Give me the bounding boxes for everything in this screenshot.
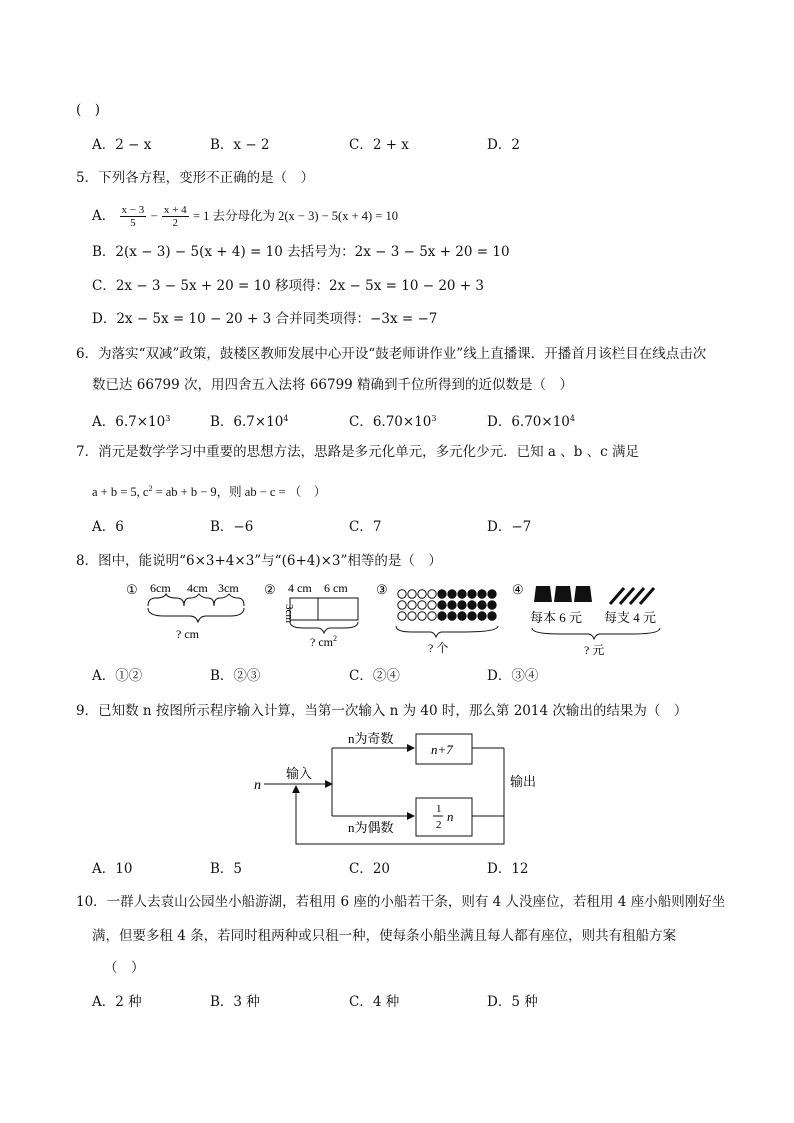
fig1-brace-2 [184,594,214,606]
hollow-dot [408,612,416,620]
q9-option-a[interactable]: A．10 [92,861,133,877]
q8-figure-4 [512,582,660,657]
flow-box-even-den: 2 [436,819,442,831]
filled-dot [458,590,466,598]
book-icon [554,586,572,602]
hollow-dot [398,590,406,598]
flow-box-even-var: n [447,809,454,824]
hollow-dot [398,612,406,620]
fig1-label-6cm: 6cm [150,581,171,595]
q5-option-b[interactable]: B．2(x − 3) − 5(x + 4) = 10 去括号为：2x − 3 − 5x + 20 = 10 [92,244,510,260]
q10-option-d[interactable]: D．5 种 [487,994,538,1010]
filled-dot [458,612,466,620]
fig1-mark: ① [126,582,138,597]
filled-dot [478,612,486,620]
fig4-label-book: 每本 6 元 [530,610,583,625]
q6-b-text: B．6.7×10 [210,414,284,430]
filled-dot [468,612,476,620]
filled-dot [488,590,496,598]
filled-dot [468,590,476,598]
filled-dot [448,590,456,598]
filled-dot [478,590,486,598]
q5-option-a[interactable] [92,201,398,231]
q10-stem-line2: 满，但要多租 4 条，若同时租两种或只租一种，使每条小船坐满且每人都有座位，则共有租船方案 [92,928,677,944]
q5-a-f1-num: x − 3 [121,204,145,216]
fig1-label-4cm: 4cm [187,581,208,595]
q6-a-text: A．6.7×10 [92,414,166,430]
q8-option-a[interactable]: A．①② [92,668,143,684]
fig2-side-label: 3cm [283,604,295,623]
q5-stem: 5．下列各方程，变形不正确的是（ ） [76,170,315,186]
hollow-dot [418,590,426,598]
fig1-bottom-label: ? cm [176,627,199,641]
flow-box-even [416,798,472,836]
q6-a-exp: 3 [165,414,171,423]
fig1-brace-bottom [148,608,244,622]
filled-dot [438,601,446,609]
q7-eq-exp: 2 [148,484,153,493]
filled-dot [488,612,496,620]
hollow-dot [418,601,426,609]
fig4-brace-bottom [532,628,660,639]
book-icon [534,586,552,602]
fig2-brace-bottom [290,622,358,633]
fig2-rect [290,598,358,620]
hollow-dot [398,601,406,609]
q7-stem-line2 [92,480,326,501]
fig1-brace-3 [214,594,244,606]
q5-a-f1-den: 5 [130,217,136,229]
q6-d-exp: 4 [569,414,575,423]
q7-option-b[interactable]: B．−6 [210,519,254,535]
q5-a-rest: = 1 去分母化为 2(x − 3) − 5(x + 4) = 10 [192,209,398,223]
q9-option-c[interactable]: C．20 [349,861,391,877]
fig2-bottom-text: ? cm [310,635,333,649]
flow-box-even-num: 1 [436,803,442,815]
q5-a-fraction-2 [162,204,189,229]
flow-input-label: 输入 [286,766,313,781]
fig1-label-3cm: 3cm [218,581,239,595]
book-icon [574,586,592,602]
filled-dot [448,601,456,609]
flow-even-label: n为偶数 [348,820,394,835]
q6-stem-line1: 6．为落实“双减”政策，鼓楼区教师发展中心开设“鼓老师讲作业”线上直播课．开播首月该栏目在线点击次 [76,346,707,362]
hollow-dot [428,590,436,598]
q6-option-d[interactable] [487,410,575,431]
q8-figure-1 [126,581,244,641]
flow-box-odd-text: n+7 [431,742,453,757]
hollow-dot [428,612,436,620]
q6-option-c[interactable] [349,410,436,431]
q10-option-b[interactable]: B．3 种 [210,994,260,1010]
q10-stem-line3: （ ） [104,960,145,976]
fig2-label-4cm: 4 cm [288,581,312,595]
q5-a-minus: − [150,209,158,223]
flow-output-label: 输出 [510,774,537,789]
fig4-label-pen: 每支 4 元 [604,610,657,625]
q6-b-exp: 4 [283,414,289,423]
q8-option-d[interactable]: D．③④ [487,668,539,684]
q5-a-f2-num: x + 4 [163,204,187,216]
fig3-mark: ③ [376,582,388,597]
q6-c-exp: 3 [431,414,437,423]
q6-c-text: C．6.70×10 [349,414,432,430]
filled-dot [478,601,486,609]
flow-loop-arrow [296,786,504,844]
q4-option-c[interactable]: C．2 + x [349,137,409,153]
filled-dot [438,590,446,598]
q7-option-a[interactable]: A．6 [92,519,124,535]
fig4-mark: ④ [512,582,524,597]
q10-option-a[interactable]: A．2 种 [92,994,142,1010]
fig2-bottom-label [310,634,337,649]
hollow-dot [408,601,416,609]
filled-dot [438,612,446,620]
q9-flowchart [250,728,550,850]
hollow-dot [428,601,436,609]
q9-option-d[interactable]: D．12 [487,861,529,877]
q6-option-a[interactable] [92,410,170,431]
q7-eq-pre: a + b = 5, c [92,485,149,499]
q7-option-c[interactable]: C．7 [349,519,382,535]
fig2-bottom-exp: 2 [333,634,337,643]
fig2-label-6cm: 6 cm [324,581,348,595]
fig3-bottom-label: ? 个 [428,641,449,655]
q5-a-f2-den: 2 [172,217,179,229]
q8-figure-3 [376,582,498,655]
q8-option-b[interactable]: B．②③ [210,668,261,684]
filled-dot [448,612,456,620]
q9-stem: 9．已知数 n 按图所示程序输入计算，当第一次输入 n 为 40 时，那么第 2014 次输出的结果为（ ） [76,703,688,719]
fig3-dot-grid [398,590,496,620]
q5-a-fraction-1 [120,204,147,229]
q4-option-d[interactable]: D．2 [487,137,520,153]
hollow-dot [408,590,416,598]
flow-n-label: n [254,778,261,793]
q8-figures [120,578,680,660]
hollow-dot [418,612,426,620]
q7-stem-line1: 7．消元是数学学习中重要的思想方法，思路是多元化单元，多元化少元．已知 a 、b 、c 满足 [76,444,640,460]
q4-paren: ( ) [76,102,101,118]
q4-option-b[interactable]: B．x − 2 [210,137,270,153]
q8-stem: 8．图中，能说明“6×3+4×3”与“(6+4)×3”相等的是（ ） [76,553,442,569]
q4-option-a[interactable]: A．2 − x [92,137,152,153]
flow-odd-label: n为奇数 [348,731,394,746]
q6-d-text: D．6.70×10 [487,414,570,430]
q9-option-b[interactable]: B．5 [210,861,243,877]
fig2-mark: ② [264,582,276,597]
fig4-bottom-label: ? 元 [584,643,605,657]
q8-option-c[interactable]: C．②④ [349,668,400,684]
q5-option-c[interactable]: C．2x − 3 − 5x + 20 = 10 移项得：2x − 5x = 10 − 20 + 3 [92,278,484,294]
filled-dot [458,601,466,609]
q5-a-label: A． [92,208,116,224]
q6-stem-line2: 数已达 66799 次，用四舍五入法将 66799 精确到千位所得到的近似数是（ ） [92,377,574,393]
q7-option-d[interactable]: D．−7 [487,519,532,535]
q10-option-c[interactable]: C．4 种 [349,994,400,1010]
filled-dot [468,601,476,609]
fig1-brace-1 [148,594,184,606]
q6-option-b[interactable] [210,410,288,431]
fig3-brace-bottom [396,626,498,637]
q7-eq-post: = ab + b − 9，则 ab − c = （ ） [152,485,327,499]
q5-option-d[interactable]: D．2x − 5x = 10 − 20 + 3 合并同类项得：−3x = −7 [92,311,438,327]
q10-stem-line1: 10．一群人去袁山公园坐小船游湖，若租用 6 座的小船若干条，则有 4 人没座位，若租用 4 座小船则刚好坐 [76,894,726,910]
q8-figure-2 [264,581,358,649]
filled-dot [488,601,496,609]
